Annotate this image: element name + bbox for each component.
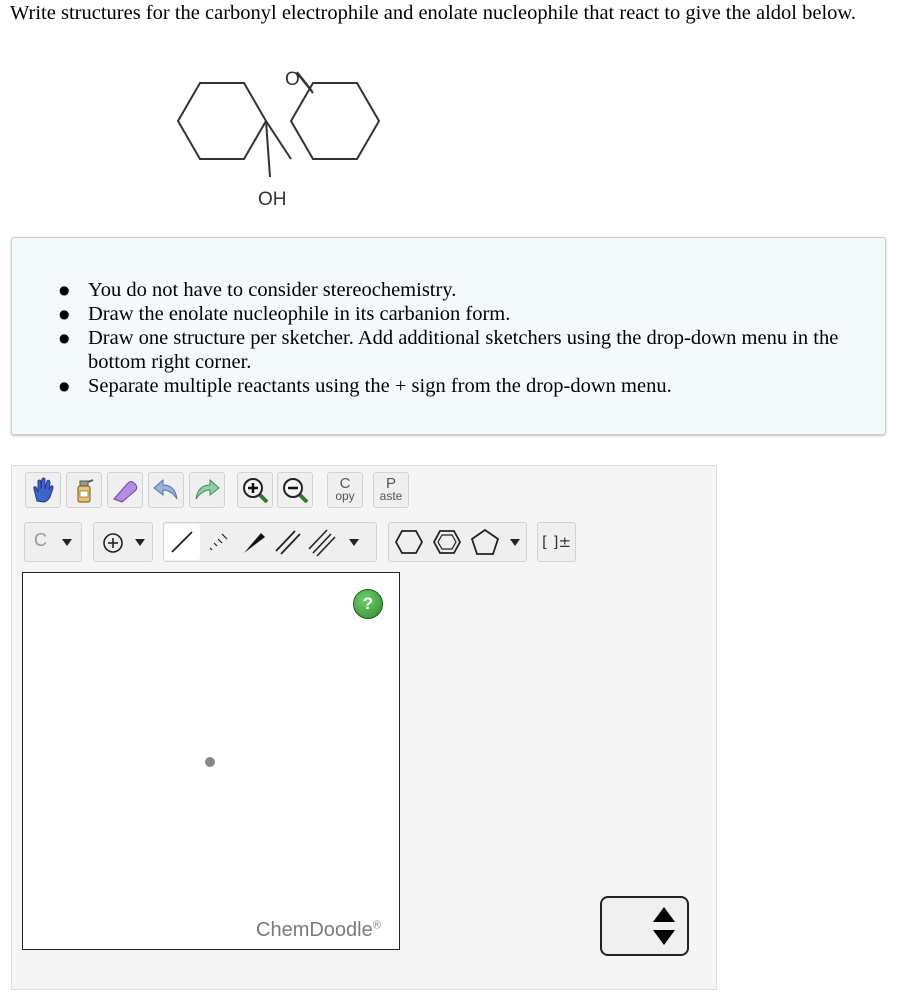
help-button[interactable]: ? — [353, 589, 383, 619]
paste-label-bottom: aste — [379, 489, 403, 503]
left-ring — [178, 83, 266, 159]
brand-text: ChemDoodle — [256, 919, 373, 941]
eraser-tool-button[interactable] — [107, 472, 143, 508]
double-bond-button[interactable] — [270, 524, 306, 560]
clear-tool-button[interactable] — [66, 472, 102, 508]
arrow-down-icon[interactable] — [653, 930, 675, 945]
element-label: C — [34, 530, 47, 550]
sketcher-canvas[interactable] — [22, 572, 400, 950]
bracket-label: [ ]± — [541, 533, 572, 551]
chevron-down-icon[interactable] — [507, 524, 523, 560]
cursor-marker — [205, 757, 215, 767]
arrow-up-icon[interactable] — [653, 907, 675, 922]
hydroxyl-label: OH — [258, 189, 287, 210]
charge-selector[interactable] — [93, 522, 153, 562]
chevron-down-icon[interactable] — [346, 524, 362, 560]
cyclohexane-button[interactable] — [391, 524, 427, 560]
zoom-in-icon — [240, 475, 270, 505]
pentagon-icon — [470, 527, 500, 557]
ring-link-bond — [266, 121, 291, 159]
zoom-out-icon — [280, 475, 310, 505]
single-bond-icon — [167, 527, 197, 557]
wedge-bond-icon — [239, 527, 269, 557]
bracket-button[interactable] — [537, 522, 576, 562]
brand-mark: ® — [372, 919, 381, 932]
eraser-icon — [110, 475, 140, 505]
copy-button[interactable] — [327, 472, 363, 508]
instruction-item: ● Draw the enolate nucleophile in its carbanion form. — [12, 302, 872, 326]
hexagon-icon — [394, 527, 424, 557]
spray-bottle-icon — [69, 475, 99, 505]
instructions-box — [11, 237, 886, 435]
chemdoodle-logo — [256, 919, 381, 942]
single-bond-button[interactable] — [164, 524, 200, 560]
copy-label-top: C — [339, 475, 351, 492]
benzene-button[interactable] — [429, 524, 465, 560]
question-text: Write structures for the carbonyl electrophile and enolate nucleophile that react to give the aldol below. — [10, 2, 856, 24]
paste-button[interactable] — [373, 472, 409, 508]
triple-bond-icon — [307, 527, 337, 557]
bond-tools-group — [163, 522, 377, 562]
copy-label-bottom: opy — [335, 489, 355, 503]
pan-tool-button[interactable] — [25, 472, 61, 508]
triple-bond-button[interactable] — [304, 524, 340, 560]
instruction-item: ● You do not have to consider stereochemistry. — [12, 278, 872, 302]
redo-button[interactable] — [189, 472, 225, 508]
oxygen-label: O — [285, 69, 300, 90]
undo-icon — [151, 475, 181, 505]
double-bond-icon — [273, 527, 303, 557]
hand-icon — [28, 475, 58, 505]
element-selector[interactable] — [24, 522, 82, 562]
instructions-list — [12, 278, 872, 398]
instruction-item: ● Draw one structure per sketcher. Add additional sketchers using the drop-down menu in the bottom right corner. — [12, 326, 872, 374]
charge-plus-icon — [102, 532, 124, 554]
aldol-product-structure — [145, 65, 395, 215]
ring-tools-group — [388, 522, 527, 562]
hashed-bond-button[interactable] — [200, 524, 236, 560]
instruction-item: ● Separate multiple reactants using the + sign from the drop-down menu. — [12, 374, 872, 398]
right-ring — [291, 83, 379, 159]
benzene-icon — [432, 527, 462, 557]
redo-icon — [192, 475, 222, 505]
hashed-bond-icon — [203, 527, 233, 557]
cyclopentane-button[interactable] — [467, 524, 503, 560]
undo-button[interactable] — [148, 472, 184, 508]
wedge-bond-button[interactable] — [236, 524, 272, 560]
zoom-in-button[interactable] — [237, 472, 273, 508]
paste-label-top: P — [385, 475, 396, 492]
chevron-down-icon[interactable] — [132, 524, 148, 560]
sketcher-count-stepper[interactable] — [600, 896, 689, 956]
zoom-out-button[interactable] — [277, 472, 313, 508]
chevron-down-icon[interactable] — [59, 524, 75, 560]
